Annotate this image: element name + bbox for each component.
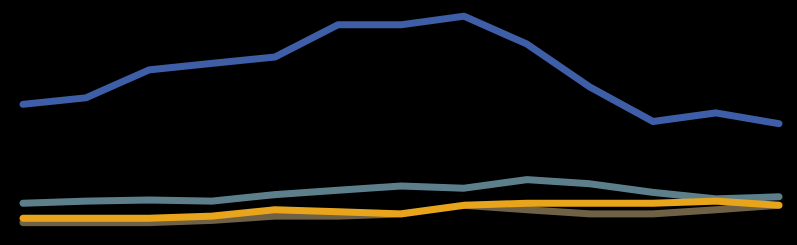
series-group xyxy=(23,16,779,222)
series-line-1 xyxy=(23,16,779,124)
